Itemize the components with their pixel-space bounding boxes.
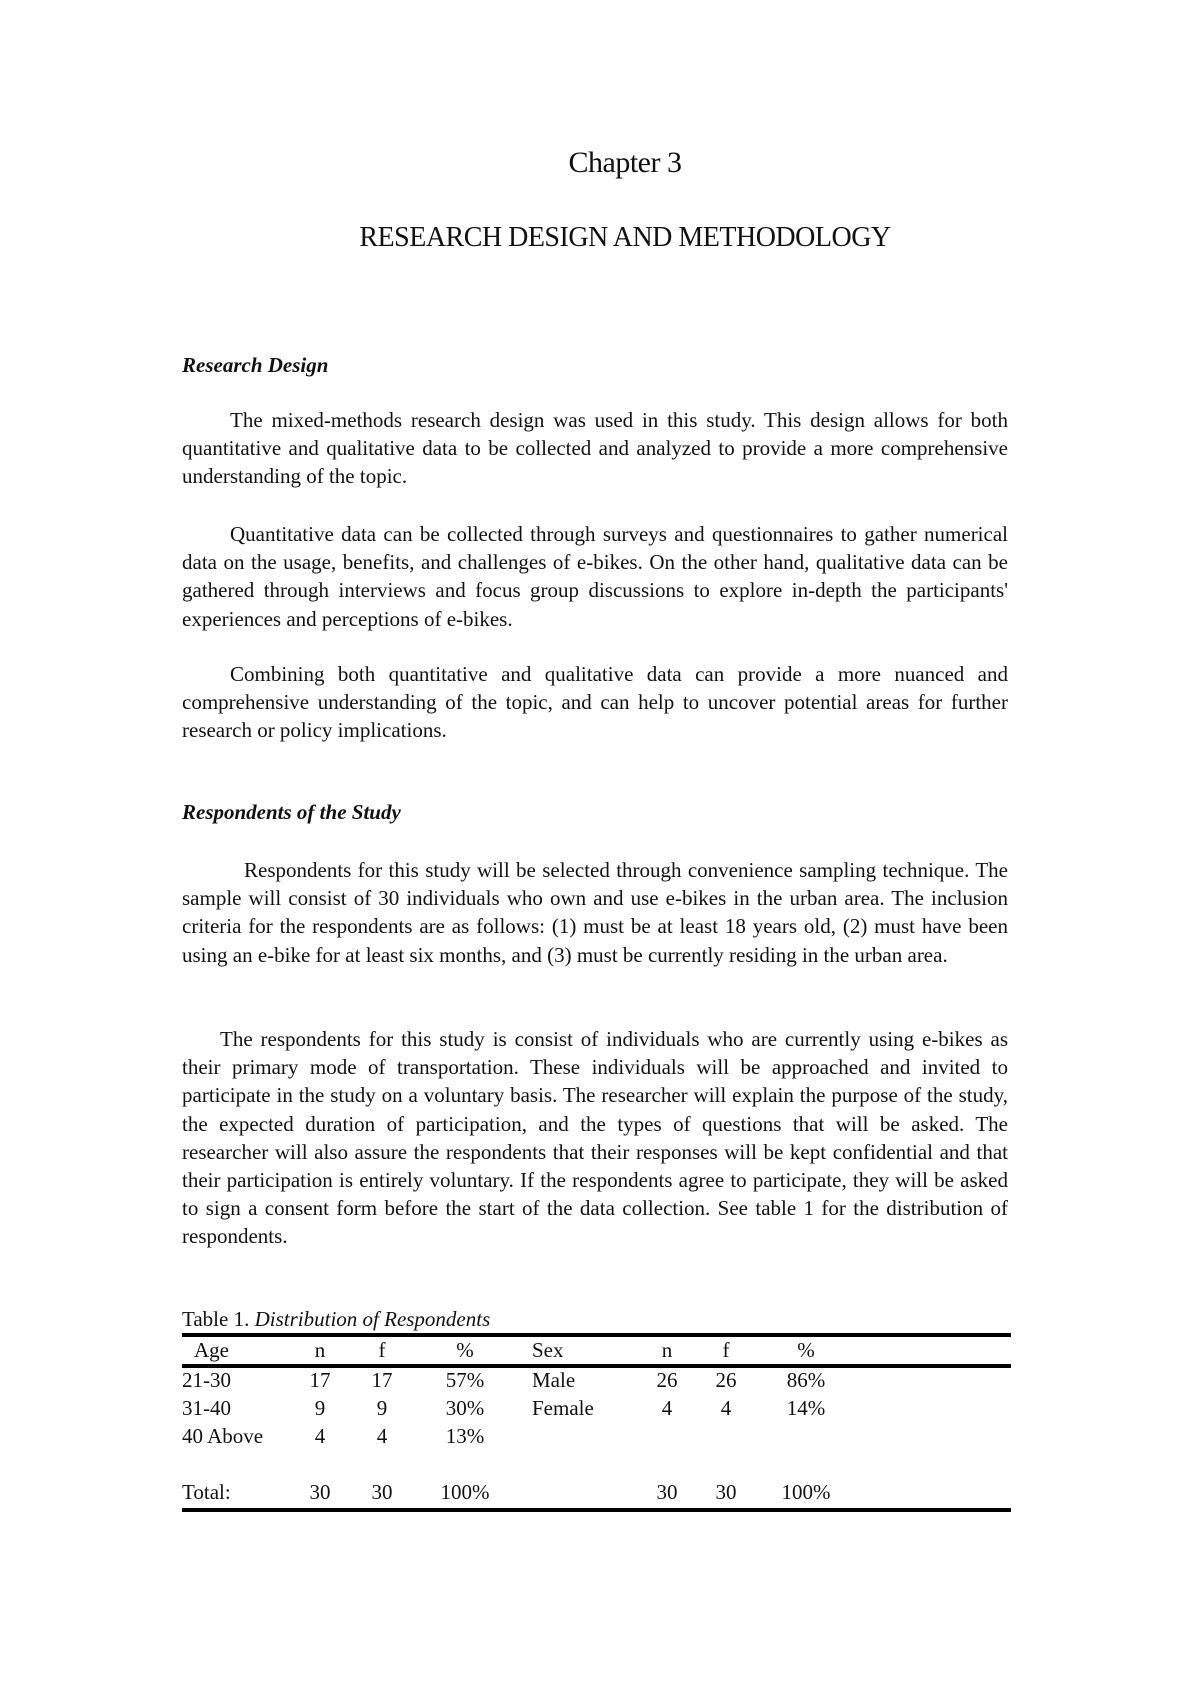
chapter-title: RESEARCH DESIGN AND METHODOLOGY [359,222,891,253]
table-row [182,1368,1011,1396]
table-header-cell: f [722,1338,730,1362]
table-header-cell: f [378,1338,386,1362]
table-header-cell: n [314,1338,326,1362]
table-header-cell: % [797,1338,815,1362]
table-cell: 30 [309,1480,331,1504]
table-cell: 4 [661,1396,673,1420]
table-cell: 30 [656,1480,678,1504]
table-cell: 30 [371,1480,393,1504]
table-caption-title: Distribution of Respondents [254,1307,491,1331]
table-cell: 26 [715,1368,737,1392]
table-cell: Male [532,1368,576,1392]
table-cell: 9 [376,1396,388,1420]
table-cell: 40 Above [182,1424,264,1448]
table-cell: 100% [440,1480,490,1504]
table-cell: 31-40 [182,1396,231,1420]
table-cell: 17 [309,1368,331,1392]
table-row [182,1424,1011,1452]
paragraph: Quantitative data can be collected through surveys and questionnaires to gather numerical data on the usage, benefits, and challenges of e-bikes. On the other hand, qualitative data can be gathered through interviews and focus group discussions to explore in-depth the participants' experiences and perceptions of e-bikes. [182,522,1008,631]
table-header-cell: Age [194,1338,229,1362]
table-top-rule [182,1333,1011,1337]
table-cell: 4 [314,1424,326,1448]
table-caption-prefix: Table 1. [182,1307,250,1331]
chapter-number: Chapter 3 [568,146,682,179]
table-total-row [182,1480,1011,1508]
table-cell: 86% [786,1368,826,1392]
table-cell: 100% [781,1480,831,1504]
table-cell: 30 [715,1480,737,1504]
paragraph: Combining both quantitative and qualitative data can provide a more nuanced and comprehensive understanding of the topic, and can help to uncover potential areas for further research or policy implications. [182,662,1008,743]
paragraph: The mixed-methods research design was used in this study. This design allows for both quantitative and qualitative data to be collected and analyzed to provide a more comprehensive understanding of the topic. [182,408,1008,489]
table-header-cell: % [456,1338,474,1362]
table-cell: Total: [182,1480,231,1504]
table-cell: 9 [314,1396,326,1420]
table-row [182,1396,1011,1424]
section-heading-research-design: Research Design [182,353,329,377]
table-cell: 26 [656,1368,678,1392]
table-cell: 21-30 [182,1368,231,1392]
table-cell: 30% [445,1396,485,1420]
table-header-cell: n [661,1338,673,1362]
section-heading-respondents: Respondents of the Study [182,800,401,824]
table-cell: Female [532,1396,594,1420]
table-header-row [182,1338,1011,1366]
table-cell: 17 [371,1368,393,1392]
table-caption [182,1307,490,1332]
table-cell: 13% [445,1424,485,1448]
table-cell: 14% [786,1396,826,1420]
table-bottom-rule [182,1508,1011,1512]
table-cell: 4 [376,1424,388,1448]
table-cell: 57% [445,1368,485,1392]
paragraph: The respondents for this study is consist of individuals who are currently using e-bikes as their primary mode of transportation. These individuals will be approached and invited to participate in the study on a voluntary basis. The researcher will explain the purpose of the study, the expected duration of participation, and the types of questions that will be asked. The researcher will also assure the respondents that their responses will be kept confidential and that their participation is entirely voluntary. If the respondents agree to participate, they will be asked to sign a consent form before the start of the data collection. See table 1 for the distribution of respondents. [182,1027,1008,1249]
table-header-cell: Sex [532,1338,564,1362]
paragraph: Respondents for this study will be selected through convenience sampling technique. The sample will consist of 30 individuals who own and use e-bikes in the urban area. The inclusion criteria for the respondents are as follows: (1) must be at least 18 years old, (2) must have been using an e-bike for at least six months, and (3) must be currently residing in the urban area. [182,858,1008,967]
table-cell: 4 [720,1396,732,1420]
